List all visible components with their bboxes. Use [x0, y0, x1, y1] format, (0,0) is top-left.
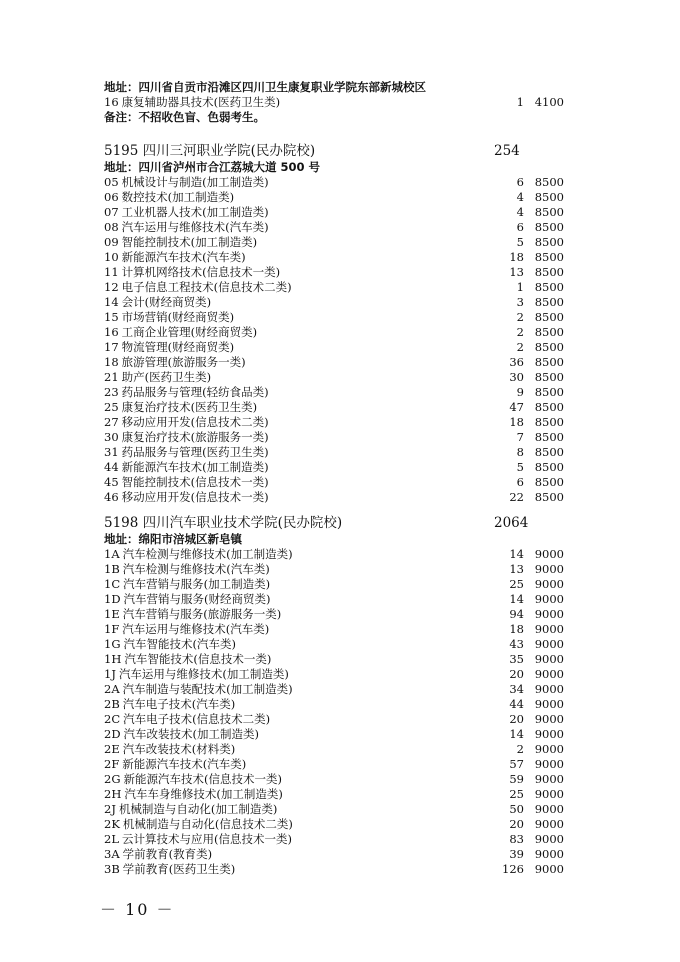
enrollment-count: 1: [516, 95, 524, 109]
tuition-fee: 4100: [534, 95, 564, 109]
major-code: 05: [104, 175, 119, 189]
major-row: [104, 205, 574, 220]
major-name: 汽车营销与服务(旅游服务一类): [122, 607, 282, 621]
major-name: 学前教育(教育类): [122, 847, 213, 861]
major-code: 2D: [104, 727, 121, 741]
enrollment-count: 83: [509, 832, 524, 846]
school-section-5195: [104, 142, 574, 505]
major-code: 2C: [104, 712, 121, 726]
enrollment-count: 1: [516, 280, 524, 294]
major-row: [104, 325, 574, 340]
major-code: 44: [104, 460, 119, 474]
major-row: [104, 370, 574, 385]
major-name: 康复辅助器具技术(医药卫生类): [121, 95, 281, 109]
tuition-fee: 8500: [534, 190, 564, 204]
major-code: 30: [104, 430, 119, 444]
major-row: [104, 862, 574, 877]
major-list: [104, 175, 574, 505]
major-row: [104, 637, 574, 652]
major-name: 计算机网络技术(信息技术一类): [121, 265, 281, 279]
major-code: 45: [104, 475, 119, 489]
enrollment-count: 36: [509, 355, 524, 369]
enrollment-count: 35: [509, 652, 524, 666]
major-name: 旅游管理(旅游服务一类): [121, 355, 246, 369]
tuition-fee: 8500: [534, 175, 564, 189]
enrollment-count: 14: [509, 547, 524, 561]
school-total: 254: [494, 143, 520, 159]
major-row: [104, 220, 574, 235]
major-row: [104, 652, 574, 667]
enrollment-count: 94: [509, 607, 524, 621]
major-name: 汽车车身维修技术(加工制造类): [124, 787, 283, 801]
major-code: 2F: [104, 757, 120, 771]
tuition-fee: 9000: [534, 667, 564, 681]
major-name: 智能控制技术(信息技术一类): [121, 475, 269, 489]
major-row: [104, 445, 574, 460]
address-line: 地址：四川省自贡市沿滩区四川卫生康复职业学院东部新城校区: [104, 80, 426, 94]
major-name: 汽车改装技术(加工制造类): [123, 727, 260, 741]
tuition-fee: 8500: [534, 205, 564, 219]
enrollment-count: 18: [509, 415, 524, 429]
tuition-fee: 9000: [534, 742, 564, 756]
major-code: 46: [104, 490, 119, 504]
major-row: [104, 280, 574, 295]
major-code: 07: [104, 205, 119, 219]
major-row: [104, 682, 574, 697]
major-name: 机械制造与自动化(加工制造类): [118, 802, 278, 816]
enrollment-count: 2: [516, 310, 524, 324]
school-section-5198: [104, 514, 574, 877]
major-row: [104, 415, 574, 430]
major-code: 2B: [104, 697, 120, 711]
tuition-fee: 8500: [534, 400, 564, 414]
major-name: 药品服务与管理(轻纺食品类): [121, 385, 269, 399]
major-code: 16: [104, 325, 119, 339]
major-row: [104, 250, 574, 265]
major-row: [104, 712, 574, 727]
major-row: [104, 832, 574, 847]
enrollment-count: 57: [509, 757, 524, 771]
tuition-fee: 9000: [534, 712, 564, 726]
major-code: 09: [104, 235, 119, 249]
tuition-fee: 8500: [534, 490, 564, 504]
enrollment-count: 20: [509, 667, 524, 681]
enrollment-count: 5: [516, 460, 524, 474]
enrollment-count: 39: [509, 847, 524, 861]
tuition-fee: 9000: [534, 817, 564, 831]
enrollment-count: 20: [509, 817, 524, 831]
major-name: 工业机器人技术(加工制造类): [121, 205, 269, 219]
major-name: 智能控制技术(加工制造类): [121, 235, 258, 249]
major-name: 新能源汽车技术(汽车类): [122, 757, 247, 771]
major-code: 1G: [104, 637, 121, 651]
tuition-fee: 8500: [534, 295, 564, 309]
major-name: 汽车运用与维修技术(加工制造类): [118, 667, 289, 681]
major-row: [104, 742, 574, 757]
major-code: 1A: [104, 547, 120, 561]
major-name: 汽车电子技术(汽车类): [122, 697, 236, 711]
major-name: 汽车电子技术(信息技术二类): [123, 712, 271, 726]
school-name: 5198 四川汽车职业技术学院(民办院校): [104, 515, 343, 531]
enrollment-count: 4: [516, 205, 524, 219]
major-name: 汽车检测与维修技术(汽车类): [122, 562, 270, 576]
enrollment-count: 43: [509, 637, 524, 651]
major-row: [104, 355, 574, 370]
tuition-fee: 9000: [534, 652, 564, 666]
major-code: 1H: [104, 652, 122, 666]
major-code: 1F: [104, 622, 120, 636]
tuition-fee: 8500: [534, 265, 564, 279]
address-line: 地址：绵阳市涪城区新皂镇: [104, 532, 242, 546]
major-row: [104, 592, 574, 607]
major-code: 1B: [104, 562, 120, 576]
major-row: [104, 175, 574, 190]
tuition-fee: 8500: [534, 370, 564, 384]
major-row: [104, 310, 574, 325]
major-code: 14: [104, 295, 119, 309]
enrollment-count: 9: [516, 385, 524, 399]
major-name: 康复治疗技术(医药卫生类): [121, 400, 258, 414]
major-code: 1J: [104, 667, 116, 681]
tuition-fee: 9000: [534, 787, 564, 801]
enrollment-count: 126: [502, 862, 524, 876]
major-name: 市场营销(财经商贸类): [121, 310, 235, 324]
enrollment-count: 30: [509, 370, 524, 384]
major-row: [104, 340, 574, 355]
tuition-fee: 9000: [534, 772, 564, 786]
major-name: 移动应用开发(信息技术二类): [121, 415, 269, 429]
major-name: 汽车检测与维修技术(加工制造类): [122, 547, 293, 561]
major-code: 17: [104, 340, 119, 354]
school-total: 2064: [494, 515, 529, 531]
enrollment-count: 18: [509, 622, 524, 636]
major-row: [104, 460, 574, 475]
major-name: 汽车运用与维修技术(汽车类): [122, 622, 270, 636]
tuition-fee: 8500: [534, 385, 564, 399]
major-row: [104, 667, 574, 682]
enrollment-count: 50: [509, 802, 524, 816]
tuition-fee: 9000: [534, 682, 564, 696]
tuition-fee: 8500: [534, 340, 564, 354]
major-row: [104, 235, 574, 250]
major-name: 学前教育(医药卫生类): [122, 862, 236, 876]
major-code: 27: [104, 415, 119, 429]
major-row: [104, 190, 574, 205]
major-code: 2L: [104, 832, 119, 846]
major-row: [104, 295, 574, 310]
major-row: [104, 607, 574, 622]
major-code: 11: [104, 265, 119, 279]
enrollment-count: 20: [509, 712, 524, 726]
major-name: 工商企业管理(财经商贸类): [121, 325, 258, 339]
tuition-fee: 9000: [534, 832, 564, 846]
major-row: [104, 772, 574, 787]
tuition-fee: 8500: [534, 235, 564, 249]
section-continued: [104, 80, 574, 125]
major-code: 10: [104, 250, 119, 264]
enrollment-count: 22: [509, 490, 524, 504]
enrollment-count: 34: [509, 682, 524, 696]
major-code: 25: [104, 400, 119, 414]
enrollment-count: 18: [509, 250, 524, 264]
major-code: 3A: [104, 847, 120, 861]
major-list: [104, 95, 574, 110]
major-code: 16: [104, 95, 119, 109]
major-name: 数控技术(加工制造类): [121, 190, 235, 204]
major-row: [104, 265, 574, 280]
major-row: [104, 847, 574, 862]
major-code: 06: [104, 190, 119, 204]
major-row: [104, 95, 574, 110]
major-name: 会计(财经商贸类): [121, 295, 212, 309]
tuition-fee: 9000: [534, 862, 564, 876]
major-name: 汽车运用与维修技术(汽车类): [121, 220, 269, 234]
major-row: [104, 400, 574, 415]
major-row: [104, 490, 574, 505]
major-code: 1C: [104, 577, 121, 591]
major-name: 汽车智能技术(汽车类): [123, 637, 236, 651]
enrollment-count: 59: [509, 772, 524, 786]
major-name: 汽车智能技术(信息技术一类): [124, 652, 272, 666]
tuition-fee: 9000: [534, 637, 564, 651]
enrollment-count: 6: [516, 220, 524, 234]
tuition-fee: 8500: [534, 430, 564, 444]
tuition-fee: 8500: [534, 475, 564, 489]
school-name: 5195 四川三河职业学院(民办院校): [104, 143, 316, 159]
enrollment-count: 14: [509, 592, 524, 606]
enrollment-count: 2: [516, 340, 524, 354]
tuition-fee: 9000: [534, 847, 564, 861]
major-code: 08: [104, 220, 119, 234]
major-code: 21: [104, 370, 119, 384]
major-name: 新能源汽车技术(汽车类): [121, 250, 246, 264]
school-header: [104, 514, 574, 532]
tuition-fee: 9000: [534, 757, 564, 771]
major-row: [104, 727, 574, 742]
major-code: 18: [104, 355, 119, 369]
tuition-fee: 9000: [534, 562, 564, 576]
major-code: 2H: [104, 787, 122, 801]
enrollment-count: 5: [516, 235, 524, 249]
tuition-fee: 8500: [534, 355, 564, 369]
tuition-fee: 9000: [534, 727, 564, 741]
major-name: 汽车营销与服务(财经商贸类): [123, 592, 271, 606]
major-code: 23: [104, 385, 119, 399]
tuition-fee: 9000: [534, 697, 564, 711]
enrollment-count: 3: [516, 295, 524, 309]
major-code: 1E: [104, 607, 120, 621]
tuition-fee: 8500: [534, 220, 564, 234]
major-code: 2G: [104, 772, 121, 786]
major-name: 新能源汽车技术(信息技术一类): [123, 772, 282, 786]
enrollment-count: 7: [516, 430, 524, 444]
address-line: 地址：四川省泸州市合江荔城大道 500 号: [104, 160, 321, 174]
school-header: [104, 142, 574, 160]
enrollment-count: 6: [516, 175, 524, 189]
tuition-fee: 8500: [534, 250, 564, 264]
enrollment-count: 13: [509, 562, 524, 576]
major-row: [104, 547, 574, 562]
major-name: 助产(医药卫生类): [121, 370, 212, 384]
enrollment-count: 2: [516, 742, 524, 756]
tuition-fee: 9000: [534, 547, 564, 561]
tuition-fee: 9000: [534, 592, 564, 606]
enrollment-count: 6: [516, 475, 524, 489]
major-row: [104, 697, 574, 712]
major-row: [104, 475, 574, 490]
major-code: 1D: [104, 592, 121, 606]
tuition-fee: 8500: [534, 280, 564, 294]
major-row: [104, 757, 574, 772]
enrollment-count: 14: [509, 727, 524, 741]
enrollment-count: 4: [516, 190, 524, 204]
major-name: 机械设计与制造(加工制造类): [121, 175, 269, 189]
major-row: [104, 385, 574, 400]
tuition-fee: 8500: [534, 445, 564, 459]
major-code: 2K: [104, 817, 120, 831]
major-name: 新能源汽车技术(加工制造类): [121, 460, 269, 474]
major-name: 机械制造与自动化(信息技术二类): [122, 817, 293, 831]
major-row: [104, 802, 574, 817]
enrollment-count: 25: [509, 787, 524, 801]
major-name: 移动应用开发(信息技术一类): [121, 490, 269, 504]
major-code: 31: [104, 445, 119, 459]
major-name: 汽车营销与服务(加工制造类): [123, 577, 271, 591]
major-name: 汽车改装技术(材料类): [122, 742, 236, 756]
major-row: [104, 817, 574, 832]
major-row: [104, 430, 574, 445]
major-name: 物流管理(财经商贸类): [121, 340, 235, 354]
enrollment-count: 47: [509, 400, 524, 414]
major-code: 15: [104, 310, 119, 324]
major-name: 汽车制造与装配技术(加工制造类): [122, 682, 293, 696]
major-name: 云计算技术与应用(信息技术一类): [121, 832, 292, 846]
major-code: 2J: [104, 802, 116, 816]
major-code: 2A: [104, 682, 120, 696]
tuition-fee: 9000: [534, 607, 564, 621]
tuition-fee: 8500: [534, 310, 564, 324]
tuition-fee: 8500: [534, 325, 564, 339]
major-name: 康复治疗技术(旅游服务一类): [121, 430, 269, 444]
major-name: 电子信息工程技术(信息技术二类): [121, 280, 292, 294]
major-name: 药品服务与管理(医药卫生类): [121, 445, 269, 459]
tuition-fee: 9000: [534, 622, 564, 636]
enrollment-count: 8: [516, 445, 524, 459]
tuition-fee: 9000: [534, 577, 564, 591]
major-row: [104, 562, 574, 577]
tuition-fee: 8500: [534, 460, 564, 474]
major-row: [104, 622, 574, 637]
major-code: 12: [104, 280, 119, 294]
note-line: 备注：不招收色盲、色弱考生。: [104, 110, 265, 124]
major-list: [104, 547, 574, 877]
tuition-fee: 9000: [534, 802, 564, 816]
page-number: － 10 －: [100, 900, 175, 919]
major-code: 2E: [104, 742, 120, 756]
enrollment-count: 13: [509, 265, 524, 279]
tuition-fee: 8500: [534, 415, 564, 429]
major-code: 3B: [104, 862, 120, 876]
enrollment-count: 2: [516, 325, 524, 339]
major-row: [104, 577, 574, 592]
enrollment-count: 25: [509, 577, 524, 591]
major-row: [104, 787, 574, 802]
enrollment-count: 44: [509, 697, 524, 711]
